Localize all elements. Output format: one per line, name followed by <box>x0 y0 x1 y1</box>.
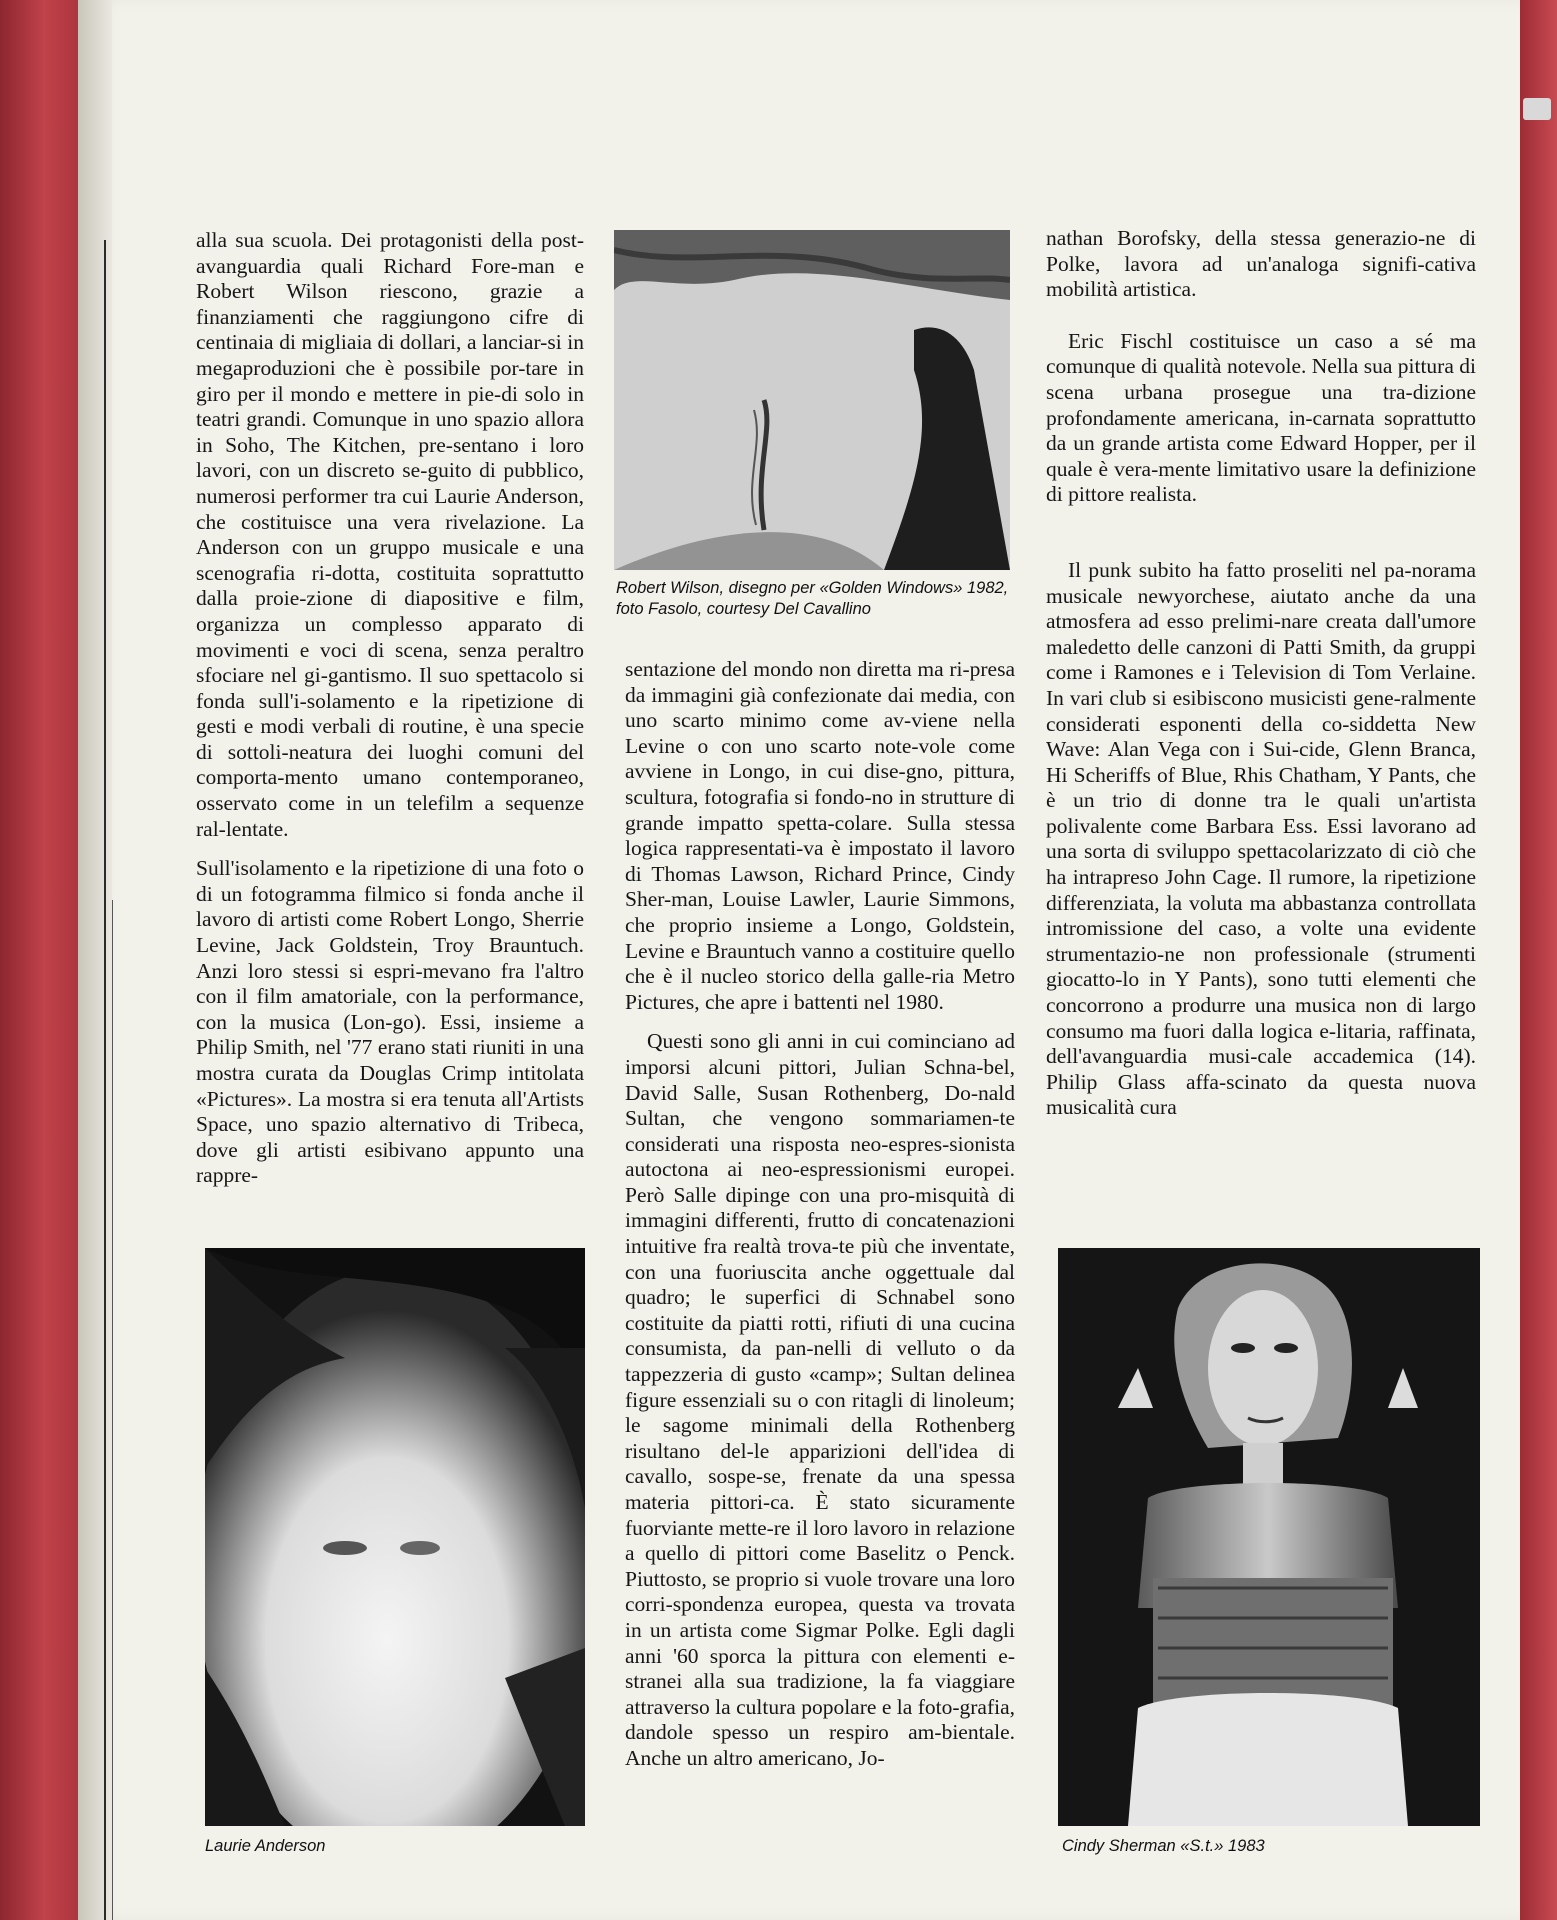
photo-robert-wilson-drawing <box>614 230 1010 570</box>
photo-laurie-anderson <box>205 1248 585 1826</box>
drawing-illustration <box>614 230 1010 570</box>
text-column-2 <box>625 657 1015 1772</box>
caption-laurie-anderson: Laurie Anderson <box>205 1837 326 1855</box>
paragraph: Questi sono gli anni in cui cominciano ad imporsi alcuni pittori, Julian Schna-bel, David Salle, Susan Rothenberg, Do-nald Sultan, che vengono sommariamen-te considerati una risposta neo-espres-sionista autoctona ai neo-espressionismi europei. Però Salle dipinge con una pro-misquità di immagini differenti, frutto di concatenazioni intuitive fra realtà trova-te più che inventate, con una fuoriuscita anche oggettuale dal quadro; le superfici di Schnabel sono costituite da piatti rotti, rifiuti di una cucina consumista, da pan-nelli di velluto o da tappezzeria di gusto «camp»; Sultan delinea figure essenziali su o con ritagli di linoleum; le sagome minimali della Rothenberg risultano del-le apparizioni dell'idea di cavallo, sospe-se, frenate da una spessa materia pittori-ca. È stato sicuramente fuorviante mette-re il loro lavoro in relazione a quello di pittori come Baselitz o Penck. Piuttosto, se proprio si vuole trovare una loro corri-spondenza europea, questa va trovata in un artista come Sigmar Polke. Egli dagli anni '60 sporca la pittura con elementi e-stranei alla sua tradizione, la fa viaggiare attraverso la cultura popolare e la foto-grafia, dandole spesso un respiro am-bientale. Anche un altro americano, Jo- <box>625 1029 1015 1770</box>
caption-cindy-sherman: Cindy Sherman «S.t.» 1983 <box>1062 1837 1265 1855</box>
gutter-line <box>104 240 106 1920</box>
paragraph: nathan Borofsky, della stessa generazio-ne di Polke, lavora ad un'analoga signifi-cativa mobilità artistica. <box>1046 226 1476 302</box>
paragraph: Sull'isolamento e la ripetizione di una foto o di un fotogramma filmico si fonda anche il lavoro di artisti come Robert Longo, Sherrie Levine, Jack Goldstein, Troy Brauntuch. Anzi loro stessi si espri-mevano fra l'altro con il film amatoriale, con la performance, con la musica (Lon-go). Essi, insieme a Philip Smith, nel '77 erano stati riuniti in una mostra curata da Douglas Crimp intitolata «Pictures». La mostra si era tenuta all'Artists Space, uno spazio alternativo di Tribeca, dove gli artisti esibivano appunto una rappre- <box>196 856 584 1188</box>
paragraph: sentazione del mondo non diretta ma ri-presa da immagini già confezionate dai media, con uno scarto minimo come av-viene nella Levine o con uno scarto note-vole come avviene in Longo, in cui dise-gno, pittura, scultura, fotografia si fondo-no in strutture di grande impatto spetta-colare. Sulla stessa logica rappresentati-va è impostato il lavoro di Thomas Lawson, Richard Prince, Cindy Sher-man, Louise Lawler, Laurie Simmons, che proprio insieme a Longo, Goldstein, Levine e Brauntuch vanno a costituire quello che è il nucleo storico della galle-ria Metro Pictures, che apre i battenti nel 1980. <box>625 657 1015 1014</box>
binder-left <box>0 0 88 1920</box>
paragraph: Eric Fischl costituisce un caso a sé ma comunque di qualità notevole. Nella sua pittura di scena urbana prosegue una tra-dizione profondamente americana, in-carnata soprattutto da un grande artista come Edward Hopper, per il quale è vera-mente limitativo usare la definizione di pittore realista. <box>1046 328 1476 507</box>
portrait-image <box>1058 1248 1480 1826</box>
binder-clip <box>1523 98 1551 120</box>
binder-right <box>1517 0 1557 1920</box>
text-column-1 <box>196 228 584 1189</box>
text-column-3 <box>1046 226 1476 1121</box>
paragraph: Il punk subito ha fatto proseliti nel pa-norama musicale newyorchese, aiutato anche da una atmosfera ad esso prelimi-nare creata dall'umore maledetto delle canzoni di Patti Smith, da gruppi come i Ramones e i Television di Tom Verlaine. In vari club si esibiscono musicisti gene-ralmente considerati esponenti della co-siddetta New Wave: Alan Vega con i Sui-cide, Glenn Branca, Hi Scheriffs of Blue, Rhis Chatham, Y Pants, che è un trio di donne tra le quali un'artista polivalente come Barbara Ess. Essi lavorano ad una sorta di sviluppo spettacolarizzato di ciò che ha intrapreso John Cage. Il rumore, la ripetizione differenziata, la voluta ma abbastanza controllata intromissione del caso, a volte una evidente strumentazio-ne non professionale (strumenti giocatto-lo in Y Pants), sono tutti elementi che concorrono a produrre una musica non di largo consumo ma fuori dalla logica e-litaria, raffinata, dell'avanguardia musi-cale accademica (14). Philip Glass affa-scinato da questa nuova musicalità cura <box>1046 557 1476 1120</box>
page-fold <box>78 0 112 1920</box>
paragraph: alla sua scuola. Dei protagonisti della post-avanguardia quali Richard Fore-man e Robert Wilson riescono, grazie a finanziamenti che raggiungono cifre di centinaia di migliaia di dollari, a lanciar-si in megaproduzioni che è possibile por-tare in giro per il mondo e mettere in pie-di solo in teatri grandi. Comunque in uno spazio allora in Soho, The Kitchen, pre-sentano i loro lavori, con un discreto se-guito di pubblico, numerosi performer tra cui Laurie Anderson, che costituisce una vera rivelazione. La Anderson con un gruppo musicale e una scenografia ri-dotta, costituita soprattutto dalla proie-zione di diapositive e film, organizza un complesso apparato di movimenti e voci di scena, senza peraltro sfociare nel gi-gantismo. Il suo spettacolo si fonda sull'i-solamento e la ripetizione di gesti e modi verbali di routine, è una specie di sottoli-neatura dei luoghi comuni del comporta-mento umano contemporaneo, osservato come in un telefilm a sequenze ral-lentate. <box>196 228 584 841</box>
photo-cindy-sherman <box>1058 1248 1480 1826</box>
caption-robert-wilson: Robert Wilson, disegno per «Golden Windows» 1982, foto Fasolo, courtesy Del Cavallino <box>616 579 1009 618</box>
gutter-line-secondary <box>112 900 113 1920</box>
portrait-image <box>205 1248 585 1826</box>
